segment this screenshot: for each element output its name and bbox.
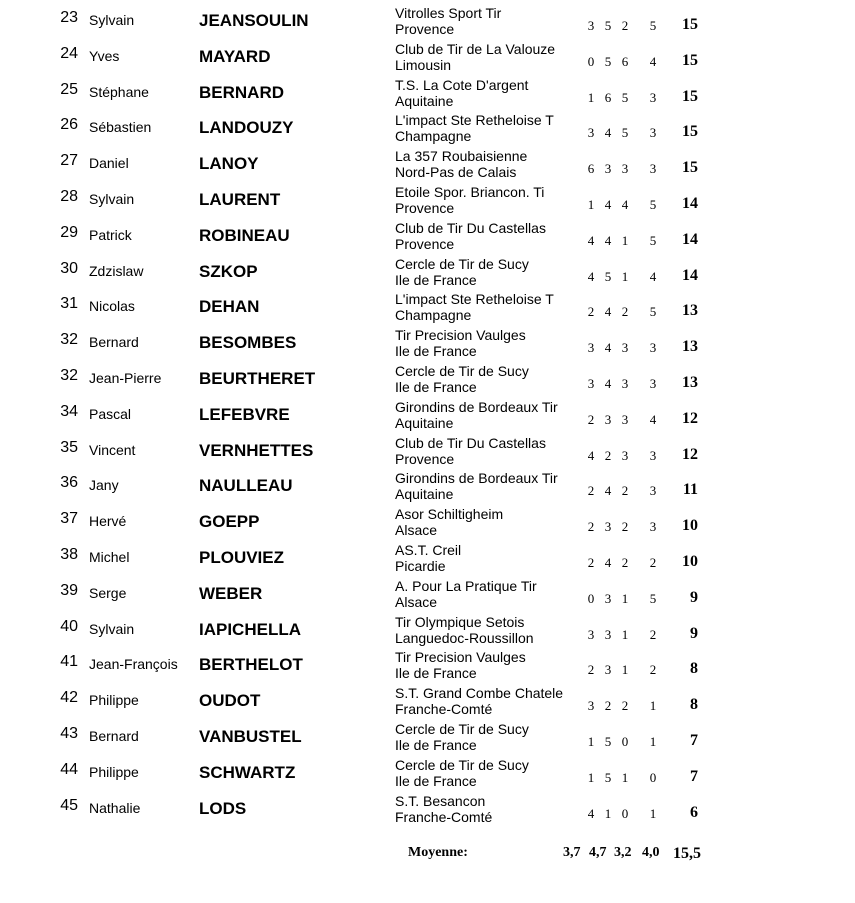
table-row <box>0 112 855 148</box>
club-region: Provence <box>395 21 455 37</box>
series-score: 4 <box>604 376 612 391</box>
last-name: IAPICHELLA <box>199 619 301 639</box>
series-score: 3 <box>604 626 612 642</box>
first-name: Sylvain <box>89 191 135 207</box>
last-name: LANDOUZY <box>199 118 294 138</box>
table-row <box>0 614 855 650</box>
series-score: 1 <box>621 662 629 678</box>
rank: 35 <box>60 438 78 456</box>
series-score: 2 <box>621 18 629 33</box>
first-name: Zdzislaw <box>89 262 144 279</box>
first-name: Patrick <box>89 226 132 243</box>
club-region: Ile de France <box>395 271 477 288</box>
rank: 43 <box>60 725 78 742</box>
club-region: Champagne <box>395 307 472 324</box>
club-region: Limousin <box>395 56 452 73</box>
first-name: Sylvain <box>89 620 135 637</box>
total-score: 14 <box>682 230 698 248</box>
series-score: 3 <box>587 18 595 33</box>
rank: 32 <box>60 331 78 349</box>
series-score: 5 <box>621 125 629 141</box>
series-score: 2 <box>621 698 629 714</box>
series-score: 0 <box>621 805 629 821</box>
club-name: Tir Olympique Setois <box>395 613 525 630</box>
total-score: 9 <box>690 588 698 606</box>
average-score: 3,2 <box>614 845 632 860</box>
first-name: Philippe <box>89 692 139 709</box>
series-score: 5 <box>604 268 612 284</box>
series-score: 0 <box>621 734 629 749</box>
club-name: Girondins de Bordeaux Tir <box>395 398 558 415</box>
club-cell <box>395 649 573 681</box>
series-score: 3 <box>587 340 595 356</box>
last-name: SCHWARTZ <box>199 762 296 782</box>
first-name: Bernard <box>89 728 139 744</box>
average-total: 15,5 <box>673 845 701 862</box>
club-region: Picardie <box>395 558 446 574</box>
series-score: 3 <box>649 125 657 141</box>
series-score: 5 <box>604 18 612 33</box>
club-cell <box>395 77 573 109</box>
rank: 32 <box>60 367 78 384</box>
club-region: Champagne <box>395 128 472 145</box>
series-score: 5 <box>604 769 612 785</box>
club-region: Alsace <box>395 522 438 539</box>
club-cell <box>395 184 573 216</box>
series-score: 4 <box>649 411 657 427</box>
series-score: 4 <box>587 268 595 284</box>
first-name: Nicolas <box>89 298 135 315</box>
series-score: 5 <box>621 89 629 105</box>
total-score: 13 <box>682 338 698 356</box>
series-score: 3 <box>621 161 629 177</box>
first-name: Daniel <box>89 155 129 172</box>
club-name: Vitrolles Sport Tir <box>395 5 502 21</box>
series-score: 6 <box>604 89 612 105</box>
table-row <box>0 327 855 363</box>
series-score: 3 <box>604 662 612 678</box>
club-name: L'impact Ste Retheloise T <box>395 291 554 308</box>
series-score: 0 <box>587 53 595 69</box>
rank: 44 <box>60 760 78 778</box>
total-score: 15 <box>682 16 698 33</box>
club-cell <box>395 256 573 288</box>
table-row <box>0 363 855 399</box>
club-cell <box>395 148 573 180</box>
series-score: 1 <box>604 805 612 821</box>
total-score: 14 <box>682 266 698 284</box>
club-cell <box>395 363 573 395</box>
series-score: 3 <box>587 376 595 391</box>
rank: 23 <box>60 9 78 26</box>
total-score: 15 <box>682 51 698 69</box>
club-region: Ile de France <box>395 772 477 789</box>
series-score: 4 <box>604 304 612 320</box>
series-score: 4 <box>649 268 657 284</box>
series-score: 3 <box>649 519 657 535</box>
table-row <box>0 256 855 292</box>
last-name: ROBINEAU <box>199 225 290 245</box>
club-cell <box>395 614 573 646</box>
series-score: 1 <box>587 89 595 105</box>
table-row <box>0 506 855 542</box>
club-region: Ile de France <box>395 343 477 360</box>
series-score: 2 <box>587 483 595 499</box>
total-score: 7 <box>690 767 698 785</box>
series-score: 3 <box>604 411 612 427</box>
club-cell <box>395 470 573 502</box>
club-region: Aquitaine <box>395 486 454 503</box>
series-score: 1 <box>649 805 657 821</box>
total-score: 15 <box>682 159 698 177</box>
series-score: 2 <box>587 304 595 320</box>
rank: 24 <box>60 44 78 62</box>
total-score: 10 <box>682 517 698 535</box>
series-score: 3 <box>649 447 657 463</box>
series-score: 4 <box>587 805 595 821</box>
series-score: 1 <box>649 734 657 749</box>
last-name: MAYARD <box>199 46 271 66</box>
rank: 38 <box>60 546 78 563</box>
table-row <box>0 542 855 578</box>
series-score: 5 <box>649 304 657 320</box>
average-score: 4,7 <box>589 845 607 860</box>
series-score: 5 <box>604 734 612 749</box>
series-score: 1 <box>587 734 595 749</box>
club-name: Etoile Spor. Briancon. Ti <box>395 184 545 200</box>
table-row <box>0 470 855 506</box>
series-score: 3 <box>604 161 612 177</box>
last-name: BESOMBES <box>199 333 297 353</box>
series-score: 2 <box>621 555 629 570</box>
series-score: 3 <box>649 340 657 356</box>
series-score: 2 <box>621 519 629 535</box>
rank: 36 <box>60 474 78 492</box>
series-score: 3 <box>587 125 595 141</box>
series-score: 2 <box>649 662 657 678</box>
series-score: 3 <box>604 590 612 606</box>
club-name: Asor Schiltigheim <box>395 506 504 523</box>
table-row <box>0 77 855 113</box>
series-score: 2 <box>587 662 595 678</box>
first-name: Sébastien <box>89 119 152 136</box>
club-name: Tir Precision Vaulges <box>395 327 526 344</box>
club-name: L'impact Ste Retheloise T <box>395 112 554 129</box>
table-row <box>0 399 855 435</box>
total-score: 10 <box>682 553 698 570</box>
series-score: 1 <box>621 268 629 284</box>
club-region: Provence <box>395 200 455 216</box>
last-name: GOEPP <box>199 512 260 532</box>
first-name: Jean-Pierre <box>89 370 162 386</box>
series-score: 6 <box>587 161 595 177</box>
first-name: Philippe <box>89 763 139 780</box>
club-cell <box>395 291 573 323</box>
series-score: 4 <box>604 483 612 499</box>
rank: 42 <box>60 689 78 707</box>
series-score: 3 <box>649 376 657 391</box>
table-row <box>0 148 855 184</box>
first-name: Bernard <box>89 334 139 351</box>
total-score: 8 <box>690 696 698 714</box>
club-region: Provence <box>395 235 455 252</box>
series-score: 2 <box>649 626 657 642</box>
rank: 41 <box>60 653 78 671</box>
series-score: 5 <box>649 590 657 606</box>
series-score: 1 <box>621 769 629 785</box>
series-score: 2 <box>587 519 595 535</box>
series-score: 6 <box>621 53 629 69</box>
rank: 25 <box>60 80 78 98</box>
total-score: 12 <box>682 445 698 463</box>
first-name: Serge <box>89 584 127 601</box>
total-score: 11 <box>682 481 698 499</box>
last-name: LANOY <box>199 154 259 174</box>
series-score: 4 <box>604 555 612 570</box>
table-row <box>0 757 855 793</box>
last-name: OUDOT <box>199 691 261 711</box>
last-name: PLOUVIEZ <box>199 548 285 567</box>
series-score: 2 <box>621 304 629 320</box>
series-score: 4 <box>649 53 657 69</box>
series-score: 3 <box>604 519 612 535</box>
total-score: 6 <box>690 803 698 821</box>
club-cell <box>395 399 573 431</box>
table-row <box>0 41 855 77</box>
total-score: 15 <box>682 87 698 105</box>
rank: 27 <box>60 152 78 170</box>
series-score: 4 <box>604 125 612 141</box>
series-score: 3 <box>587 698 595 714</box>
last-name: SZKOP <box>199 261 258 281</box>
first-name: Yves <box>89 47 120 64</box>
table-row <box>0 435 855 471</box>
table-row <box>0 220 855 256</box>
series-score: 4 <box>587 447 595 463</box>
club-region: Languedoc-Roussillon <box>395 629 534 646</box>
series-score: 1 <box>621 590 629 606</box>
series-score: 3 <box>621 340 629 356</box>
series-score: 1 <box>587 769 595 785</box>
series-score: 2 <box>649 555 657 570</box>
club-region: Aquitaine <box>395 414 454 431</box>
club-name: La 357 Roubaisienne <box>395 148 528 165</box>
club-cell <box>395 5 573 37</box>
rank: 37 <box>60 510 78 528</box>
last-name: NAULLEAU <box>199 476 293 496</box>
series-score: 1 <box>649 698 657 714</box>
series-score: 5 <box>649 232 657 248</box>
club-name: Cercle de Tir de Sucy <box>395 756 529 773</box>
rank: 31 <box>60 295 78 313</box>
club-name: Cercle de Tir de Sucy <box>395 721 529 737</box>
table-row <box>0 649 855 685</box>
club-region: Alsace <box>395 593 438 610</box>
series-score: 2 <box>621 483 629 499</box>
series-score: 3 <box>649 161 657 177</box>
series-score: 0 <box>587 590 595 606</box>
rank: 28 <box>60 188 78 205</box>
club-cell <box>395 41 573 73</box>
series-score: 2 <box>587 555 595 570</box>
total-score: 8 <box>690 660 698 678</box>
club-name: T.S. La Cote D'argent <box>395 76 529 93</box>
club-region: Nord-Pas de Calais <box>395 164 517 181</box>
average-score: 3,7 <box>563 845 581 860</box>
series-score: 1 <box>621 626 629 642</box>
club-cell <box>395 112 573 144</box>
series-score: 3 <box>649 89 657 105</box>
rank: 45 <box>60 796 78 814</box>
series-score: 4 <box>604 197 612 212</box>
club-cell <box>395 721 573 753</box>
club-name: Cercle de Tir de Sucy <box>395 255 529 272</box>
club-cell <box>395 685 573 717</box>
club-name: A. Pour La Pratique Tir <box>395 577 537 594</box>
club-name: Club de Tir Du Castellas <box>395 434 546 451</box>
last-name: LODS <box>199 798 247 818</box>
club-region: Ile de France <box>395 737 477 753</box>
series-score: 3 <box>587 626 595 642</box>
last-name: BERTHELOT <box>199 655 303 675</box>
club-cell <box>395 542 573 574</box>
first-name: Michel <box>89 549 130 565</box>
series-score: 2 <box>604 447 612 463</box>
club-cell <box>395 220 573 252</box>
club-name: Club de Tir Du Castellas <box>395 219 546 236</box>
series-score: 3 <box>621 447 629 463</box>
club-name: S.T. Grand Combe Chatele <box>395 685 564 702</box>
first-name: Jany <box>89 477 119 494</box>
first-name: Pascal <box>89 405 132 422</box>
total-score: 13 <box>682 374 698 391</box>
series-score: 4 <box>604 340 612 356</box>
average-score: 4,0 <box>642 845 660 860</box>
club-cell <box>395 506 573 538</box>
series-score: 4 <box>587 232 595 248</box>
first-name: Sylvain <box>89 12 135 28</box>
series-score: 4 <box>604 232 612 248</box>
total-score: 12 <box>682 409 698 427</box>
club-region: Franche-Comté <box>395 701 493 718</box>
total-score: 14 <box>682 195 698 212</box>
rank: 26 <box>60 116 78 134</box>
last-name: VANBUSTEL <box>199 727 302 746</box>
series-score: 2 <box>587 411 595 427</box>
last-name: WEBER <box>199 583 263 603</box>
first-name: Hervé <box>89 513 127 530</box>
club-cell <box>395 578 573 610</box>
rank: 29 <box>60 223 78 241</box>
last-name: BERNARD <box>199 82 284 102</box>
first-name: Stéphane <box>89 83 149 100</box>
series-score: 2 <box>604 698 612 714</box>
total-score: 7 <box>690 732 698 749</box>
series-score: 1 <box>621 232 629 248</box>
series-score: 5 <box>649 18 657 33</box>
series-score: 5 <box>604 53 612 69</box>
club-name: Club de Tir de La Valouze <box>395 40 556 57</box>
club-region: Provence <box>395 450 455 467</box>
club-name: AS.T. Creil <box>395 542 462 558</box>
last-name: BEURTHERET <box>199 369 316 388</box>
club-region: Franche-Comté <box>395 808 493 825</box>
table-row <box>0 721 855 757</box>
club-region: Aquitaine <box>395 92 454 109</box>
table-row <box>0 793 855 829</box>
club-name: Tir Precision Vaulges <box>395 649 526 666</box>
table-row <box>0 291 855 327</box>
total-score: 13 <box>682 302 698 320</box>
series-score: 3 <box>621 411 629 427</box>
rank: 39 <box>60 581 78 599</box>
first-name: Jean-François <box>89 656 178 673</box>
rank: 30 <box>60 259 78 277</box>
table-row <box>0 5 855 41</box>
club-cell <box>395 327 573 359</box>
club-cell <box>395 793 573 825</box>
club-name: Cercle de Tir de Sucy <box>395 363 529 379</box>
series-score: 4 <box>621 197 629 212</box>
table-row <box>0 685 855 721</box>
series-score: 0 <box>649 769 657 785</box>
series-score: 5 <box>649 197 657 212</box>
club-cell <box>395 757 573 789</box>
last-name: LEFEBVRE <box>199 404 290 424</box>
series-score: 3 <box>621 376 629 391</box>
table-row <box>0 578 855 614</box>
last-name: LAURENT <box>199 190 281 209</box>
last-name: JEANSOULIN <box>199 11 309 30</box>
total-score: 9 <box>690 624 698 642</box>
series-score: 1 <box>587 197 595 212</box>
club-name: Girondins de Bordeaux Tir <box>395 470 558 487</box>
table-row <box>0 184 855 220</box>
club-name: S.T. Besancon <box>395 792 486 809</box>
average-label: Moyenne: <box>408 845 468 860</box>
total-score: 15 <box>682 123 698 141</box>
first-name: Nathalie <box>89 799 141 816</box>
club-cell <box>395 435 573 467</box>
last-name: VERNHETTES <box>199 440 314 460</box>
club-region: Ile de France <box>395 665 477 682</box>
first-name: Vincent <box>89 441 136 458</box>
series-score: 3 <box>649 483 657 499</box>
last-name: DEHAN <box>199 297 260 317</box>
club-region: Ile de France <box>395 379 477 395</box>
rank: 34 <box>60 402 78 420</box>
rank: 40 <box>60 617 78 635</box>
